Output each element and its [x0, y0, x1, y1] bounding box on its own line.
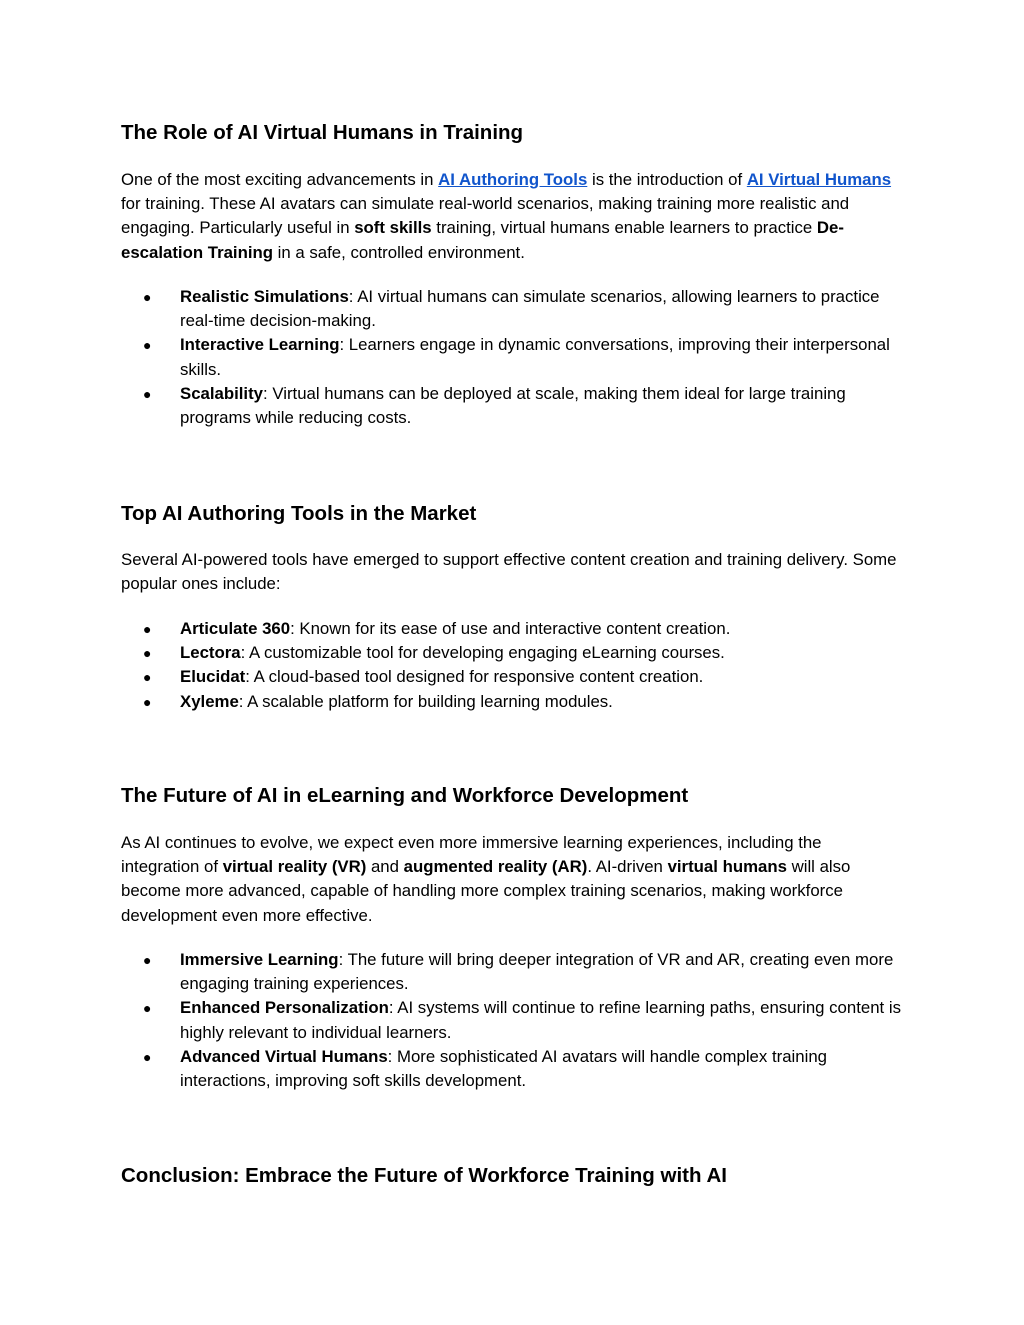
- bullet-icon: ●: [143, 621, 152, 637]
- section-paragraph-virtual-humans: [121, 168, 901, 265]
- paragraph-text: and: [366, 857, 404, 877]
- list-item: [121, 333, 901, 381]
- section-heading-top-tools: Top AI Authoring Tools in the Market: [121, 502, 477, 525]
- list-item: [121, 382, 901, 430]
- bullet-text: : Known for its ease of use and interactive content creation.: [290, 619, 731, 638]
- section-paragraph-top-tools: [121, 548, 901, 596]
- paragraph-text: Several AI-powered tools have emerged to support effective content creation and training delivery. Some popular ones include:: [121, 550, 897, 594]
- bullet-term: Realistic Simulations: [180, 287, 349, 306]
- bullet-term: Enhanced Personalization: [180, 998, 389, 1018]
- section-paragraph-future: [121, 831, 901, 928]
- bullet-term: Advanced Virtual Humans: [180, 1046, 388, 1066]
- ai-virtual-humans-link[interactable]: AI Virtual Humans: [746, 170, 892, 189]
- paragraph-text: is the introduction of: [587, 170, 747, 189]
- bullet-term: Scalability: [180, 383, 264, 403]
- bullet-icon: ●: [143, 952, 152, 968]
- paragraph-text: As AI continues to evolve, we expect even more immersive learning experiences, including the integration of: [121, 833, 822, 877]
- bullet-icon: ●: [143, 645, 152, 662]
- list-item: [121, 948, 901, 996]
- bullet-text: : A customizable tool for developing engaging eLearning courses.: [240, 643, 725, 663]
- paragraph-text: One of the most exciting advancements in: [121, 170, 439, 189]
- bullet-text: : AI systems will continue to refine learning paths, ensuring content is highly relevant to individual learners.: [180, 998, 901, 1042]
- list-item: [121, 1045, 901, 1093]
- list-item: [121, 617, 901, 641]
- paragraph-text: training, virtual humans enable learners to practice: [431, 218, 817, 238]
- bullet-icon: ●: [143, 1000, 152, 1017]
- bold-term: virtual reality (VR): [222, 857, 367, 877]
- bold-term: De-escalation Training: [121, 218, 844, 262]
- bullet-icon: ●: [143, 289, 152, 305]
- ai-authoring-tools-link[interactable]: AI Authoring Tools: [438, 170, 588, 189]
- bullet-icon: ●: [143, 337, 152, 354]
- paragraph-text: in a safe, controlled environment.: [273, 242, 525, 262]
- bullet-term: Xyleme: [180, 691, 239, 711]
- bullet-icon: ●: [143, 669, 152, 686]
- bold-term: virtual humans: [667, 857, 787, 877]
- list-item: [121, 690, 901, 714]
- bullet-term: Interactive Learning: [180, 335, 340, 355]
- bullet-text: : The future will bring deeper integration of VR and AR, creating even more engaging training experiences.: [180, 950, 894, 994]
- bullet-term: Elucidat: [180, 667, 246, 687]
- bullet-list-future: [121, 948, 901, 1093]
- bold-term: augmented reality (AR): [403, 857, 588, 877]
- section-heading-conclusion: Conclusion: Embrace the Future of Workforce Training with AI: [121, 1164, 727, 1187]
- section-heading-future: The Future of AI in eLearning and Workforce Development: [121, 784, 689, 807]
- bullet-text: : More sophisticated AI avatars will handle complex training interactions, improving soft skills development.: [180, 1046, 827, 1091]
- section-heading-virtual-humans: The Role of AI Virtual Humans in Training: [121, 121, 524, 144]
- paragraph-text: for training. These AI avatars can simulate real-world scenarios, making training more realistic and engaging. Particularly useful in: [121, 194, 850, 238]
- bullet-text: : Learners engage in dynamic conversations, improving their interpersonal skills.: [180, 335, 890, 379]
- bullet-text: : A scalable platform for building learning modules.: [238, 691, 613, 711]
- bullet-text: : A cloud-based tool designed for responsive content creation.: [245, 667, 704, 687]
- bullet-text: : AI virtual humans can simulate scenarios, allowing learners to practice real-time decision-making.: [180, 287, 880, 331]
- bullet-icon: ●: [143, 1048, 152, 1065]
- list-item: [121, 996, 901, 1044]
- bullet-list-top-tools: [121, 617, 901, 714]
- bold-term: soft skills: [354, 218, 432, 238]
- bullet-text: : Virtual humans can be deployed at scale, making them ideal for large training programs while reducing costs.: [180, 383, 846, 428]
- list-item: [121, 665, 901, 689]
- list-item: [121, 285, 901, 333]
- bullet-term: Immersive Learning: [180, 950, 339, 969]
- bullet-icon: ●: [143, 385, 152, 402]
- bullet-term: Articulate 360: [180, 619, 291, 638]
- bullet-term: Lectora: [180, 643, 241, 663]
- paragraph-text: . AI-driven: [587, 857, 668, 877]
- paragraph-text: will also become more advanced, capable of handling more complex training scenarios, making workforce development even more effective.: [121, 857, 851, 925]
- bullet-list-virtual-humans: [121, 285, 901, 430]
- list-item: [121, 641, 901, 665]
- bullet-icon: ●: [143, 693, 152, 710]
